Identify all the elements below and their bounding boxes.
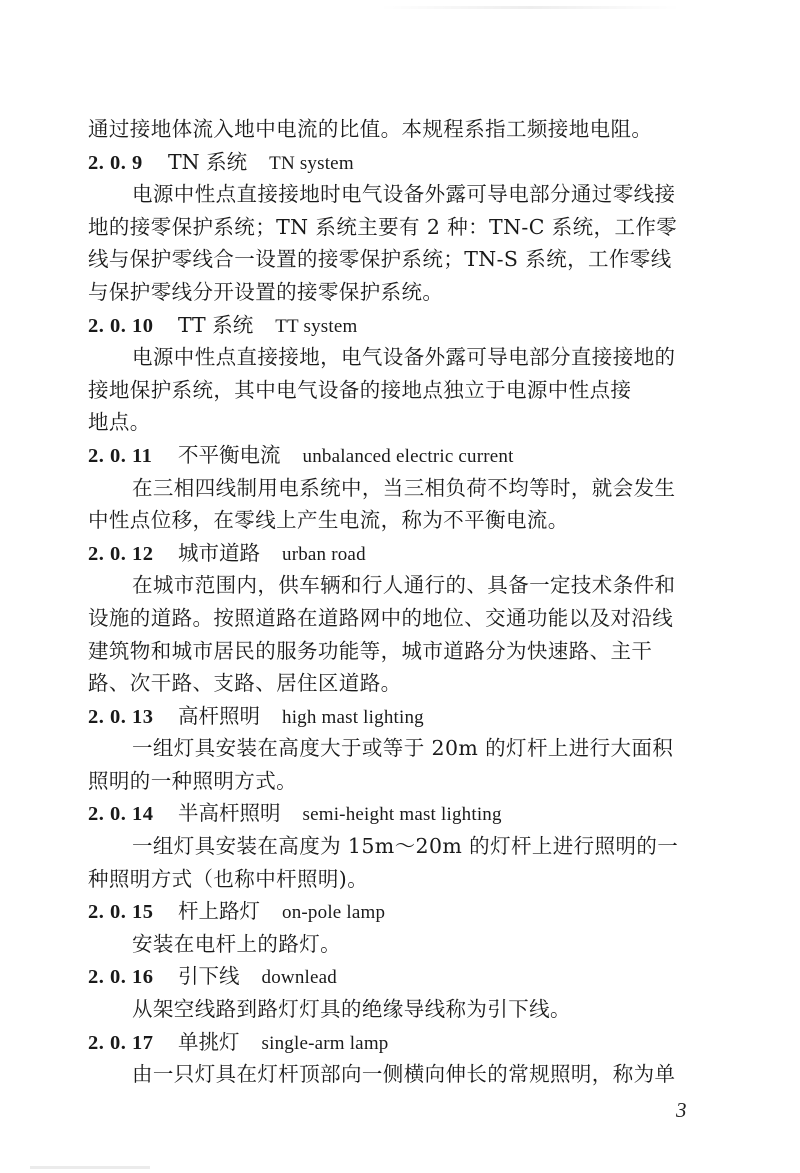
text-line: 接地保护系统，其中电气设备的接地点独立于电源中性点接 [88,377,632,402]
text-line: 照明的一种照明方式。 [88,768,297,793]
text-line: 种照明方式（也称中杆照明)。 [88,866,369,891]
term-english: single-arm lamp [261,1032,389,1054]
text-line: 在城市范围内，供车辆和行人通行的、具备一定技术条件和 [132,573,676,598]
term-heading-2-0-14 [88,797,708,830]
term-english: TN system [269,152,354,174]
text-line: 中性点位移，在零线上产生电流，称为不平衡电流。 [88,508,569,533]
term-english: TT system [275,315,358,337]
text-line: 在三相四线制用电系统中，当三相负荷不均等时，就会发生 [132,475,676,500]
term-chinese: TN 系统 [168,149,248,174]
term-heading-2-0-15 [88,895,708,928]
clause-number: 2. 0. 9 [88,151,143,174]
text-line: 电源中性点直接接地时电气设备外露可导电部分通过零线接 [132,182,676,207]
term-english: on-pole lamp [282,902,386,924]
term-english: high mast lighting [282,706,424,728]
term-heading-2-0-10 [88,309,708,342]
text-line: 由一只灯具在灯杆顶部向一侧横向伸长的常规照明，称为单 [132,1062,676,1087]
clause-number: 2. 0. 10 [88,314,154,337]
term-chinese: 不平衡电流 [178,442,281,467]
scan-edge-top [380,6,680,9]
term-chinese: 杆上路灯 [178,899,260,924]
page-number: 3 [676,1098,687,1122]
paragraph-2-0-8-continued [88,113,708,146]
text-line: 一组灯具安装在高度为 15m～20m 的灯杆上进行照明的一 [132,834,679,859]
text-line: 设施的道路。按照道路在道路网中的地位、交通功能以及对沿线 [88,605,674,630]
definition-2-0-12 [88,569,708,699]
clause-number: 2. 0. 17 [88,1031,154,1054]
term-chinese: TT 系统 [178,312,254,337]
text-line: 与保护零线分开设置的接零保护系统。 [88,279,444,304]
clause-number: 2. 0. 16 [88,966,154,989]
term-chinese: 单挑灯 [178,1029,240,1054]
clause-number: 2. 0. 11 [88,444,153,467]
term-heading-2-0-13 [88,700,708,733]
text-line: 安装在电杆上的路灯。 [132,931,341,956]
definition-2-0-9 [88,178,708,308]
definition-2-0-11 [88,472,708,537]
text-line: 从架空线路到路灯灯具的绝缘导线称为引下线。 [132,997,571,1022]
clause-number: 2. 0. 15 [88,901,154,924]
term-chinese: 半高杆照明 [178,801,281,826]
clause-number: 2. 0. 14 [88,803,154,826]
text-line: 路、次干路、支路、居住区道路。 [88,671,402,696]
clause-number: 2. 0. 13 [88,705,154,728]
text-line: 建筑物和城市居民的服务功能等，城市道路分为快速路、主干 [88,638,653,663]
term-english: semi-height mast lighting [302,804,502,826]
term-heading-2-0-9 [88,146,708,179]
term-chinese: 引下线 [178,964,240,989]
definition-2-0-16 [88,993,708,1026]
text-line: 地的接零保护系统；TN 系统主要有 2 种：TN-C 系统，工作零 [88,214,678,239]
term-english: unbalanced electric current [302,445,514,467]
term-heading-2-0-17 [88,1026,708,1059]
scan-edge-bottom [30,1166,150,1169]
text-line: 电源中性点直接接地，电气设备外露可导电部分直接接地的 [132,345,676,370]
definition-2-0-10 [88,341,708,439]
definition-2-0-17 [88,1058,708,1091]
text-line: 线与保护零线合一设置的接零保护系统；TN-S 系统，工作零线 [88,247,672,272]
text-line: 一组灯具安装在高度大于或等于 20m 的灯杆上进行大面积 [132,736,674,761]
term-english: downlead [261,967,337,989]
term-chinese: 城市道路 [178,540,260,565]
term-heading-2-0-11 [88,439,708,472]
term-english: urban road [282,543,366,565]
definition-2-0-14 [88,830,708,895]
definition-2-0-15 [88,928,708,961]
text-line: 地点。 [88,410,151,435]
term-chinese: 高杆照明 [178,703,260,728]
definition-2-0-13 [88,732,708,797]
clause-number: 2. 0. 12 [88,542,154,565]
term-heading-2-0-12 [88,537,708,570]
document-page [88,113,708,1091]
text-line: 通过接地体流入地中电流的比值。本规程系指工频接地电阻。 [88,117,653,141]
term-heading-2-0-16 [88,960,708,993]
